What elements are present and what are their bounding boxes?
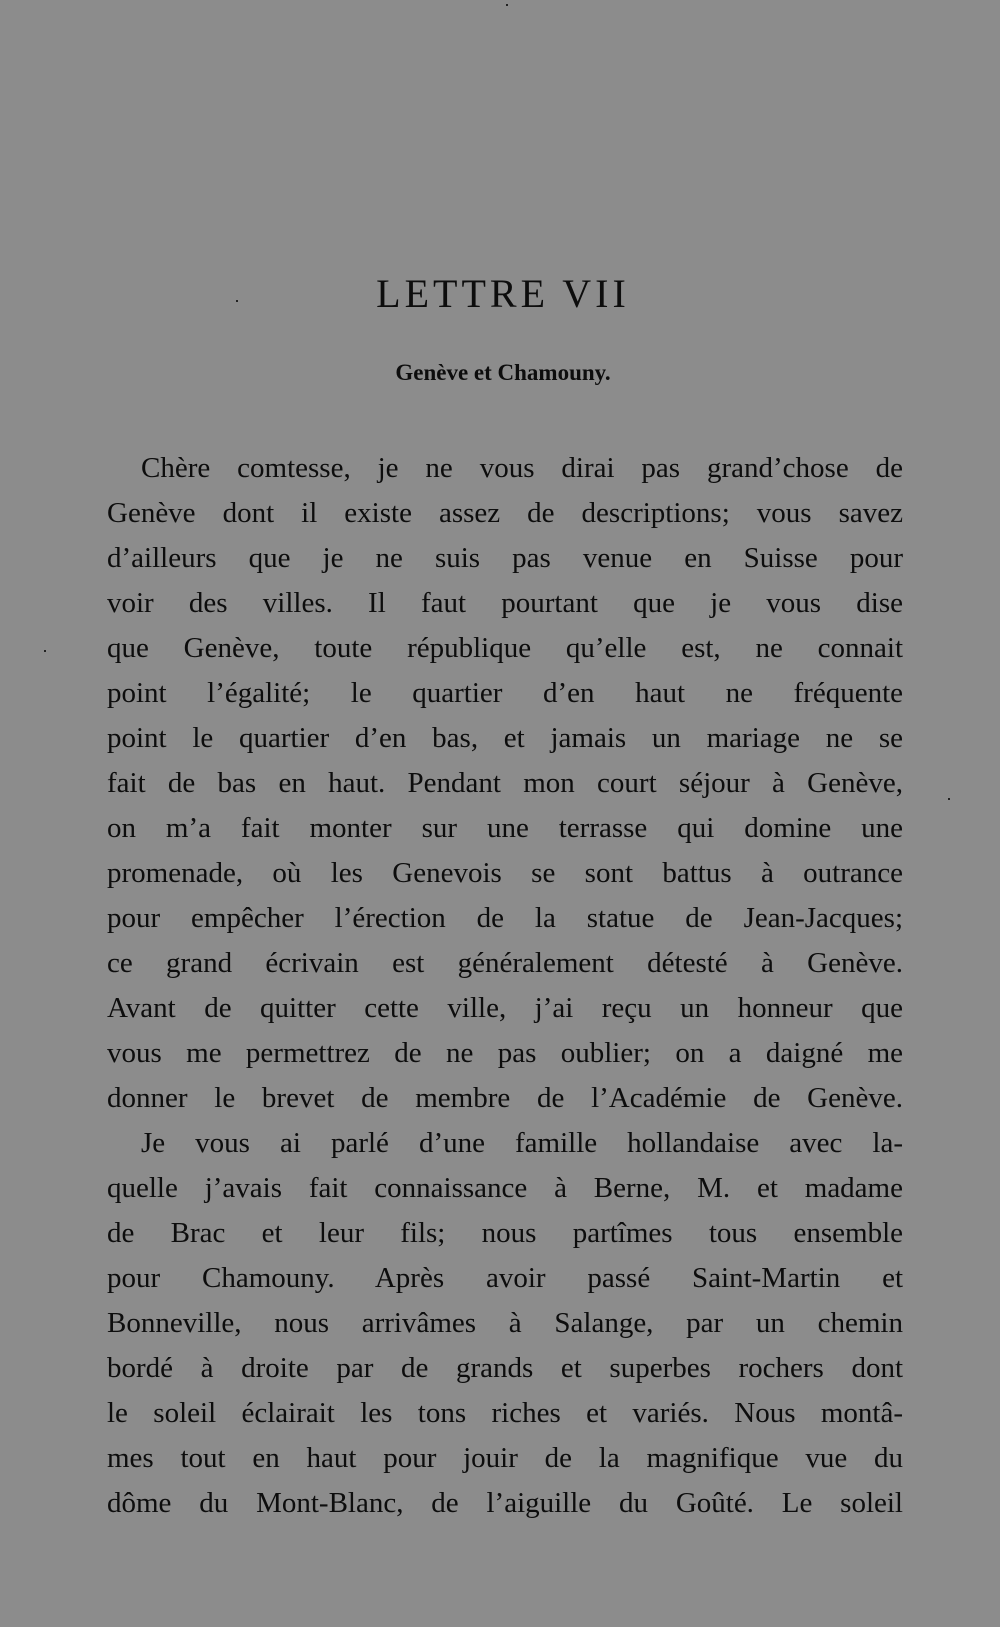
text-line: dôme du Mont-Blanc, de l’aiguille du Goûté. Le soleil xyxy=(107,1487,903,1519)
text-line: que Genève, toute république qu’elle est, ne connait xyxy=(107,632,903,664)
text-line: le soleil éclairait les tons riches et variés. Nous montâ- xyxy=(107,1397,903,1429)
chapter-subtitle: Genève et Chamouny. xyxy=(395,360,611,385)
text-line: pour empêcher l’érection de la statue de Jean-Jacques; xyxy=(107,902,903,934)
text-line: Chère comtesse, je ne vous dirai pas grand’chose de xyxy=(141,452,903,484)
text-line: point le quartier d’en bas, et jamais un mariage ne se xyxy=(107,722,903,754)
scan-speck xyxy=(44,650,46,652)
text-line: pour Chamouny. Après avoir passé Saint-Martin et xyxy=(107,1262,903,1294)
text-line: on m’a fait monter sur une terrasse qui domine une xyxy=(107,812,903,844)
scan-speck xyxy=(948,798,950,800)
text-line: de Brac et leur fils; nous partîmes tous ensemble xyxy=(107,1217,903,1249)
text-line: mes tout en haut pour jouir de la magnifique vue du xyxy=(107,1442,903,1474)
chapter-title: LETTRE VII xyxy=(376,271,630,316)
text-line: quelle j’avais fait connaissance à Berne, M. et madame xyxy=(107,1172,903,1204)
text-line: point l’égalité; le quartier d’en haut ne fréquente xyxy=(107,677,903,709)
text-line: voir des villes. Il faut pourtant que je vous dise xyxy=(107,587,903,619)
paragraph xyxy=(107,1121,903,1526)
scan-speck xyxy=(506,4,508,6)
paragraph xyxy=(107,446,903,1121)
text-line: Je vous ai parlé d’une famille hollandaise avec la- xyxy=(141,1127,903,1159)
text-line: bordé à droite par de grands et superbes rochers dont xyxy=(107,1352,903,1384)
text-line: Bonneville, nous arrivâmes à Salange, par un chemin xyxy=(107,1307,903,1339)
text-line: Genève dont il existe assez de descriptions; vous savez xyxy=(107,497,903,529)
text-line: d’ailleurs que je ne suis pas venue en Suisse pour xyxy=(107,542,903,574)
text-line: fait de bas en haut. Pendant mon court séjour à Genève, xyxy=(107,767,903,799)
scan-speck xyxy=(236,300,238,302)
body-text xyxy=(107,446,903,1526)
text-line: ce grand écrivain est généralement détesté à Genève. xyxy=(107,947,903,979)
text-line: vous me permettrez de ne pas oublier; on a daigné me xyxy=(107,1037,903,1069)
text-line: Avant de quitter cette ville, j’ai reçu un honneur que xyxy=(107,992,903,1024)
text-line: donner le brevet de membre de l’Académie de Genève. xyxy=(107,1082,903,1114)
text-line: promenade, où les Genevois se sont battus à outrance xyxy=(107,857,903,889)
